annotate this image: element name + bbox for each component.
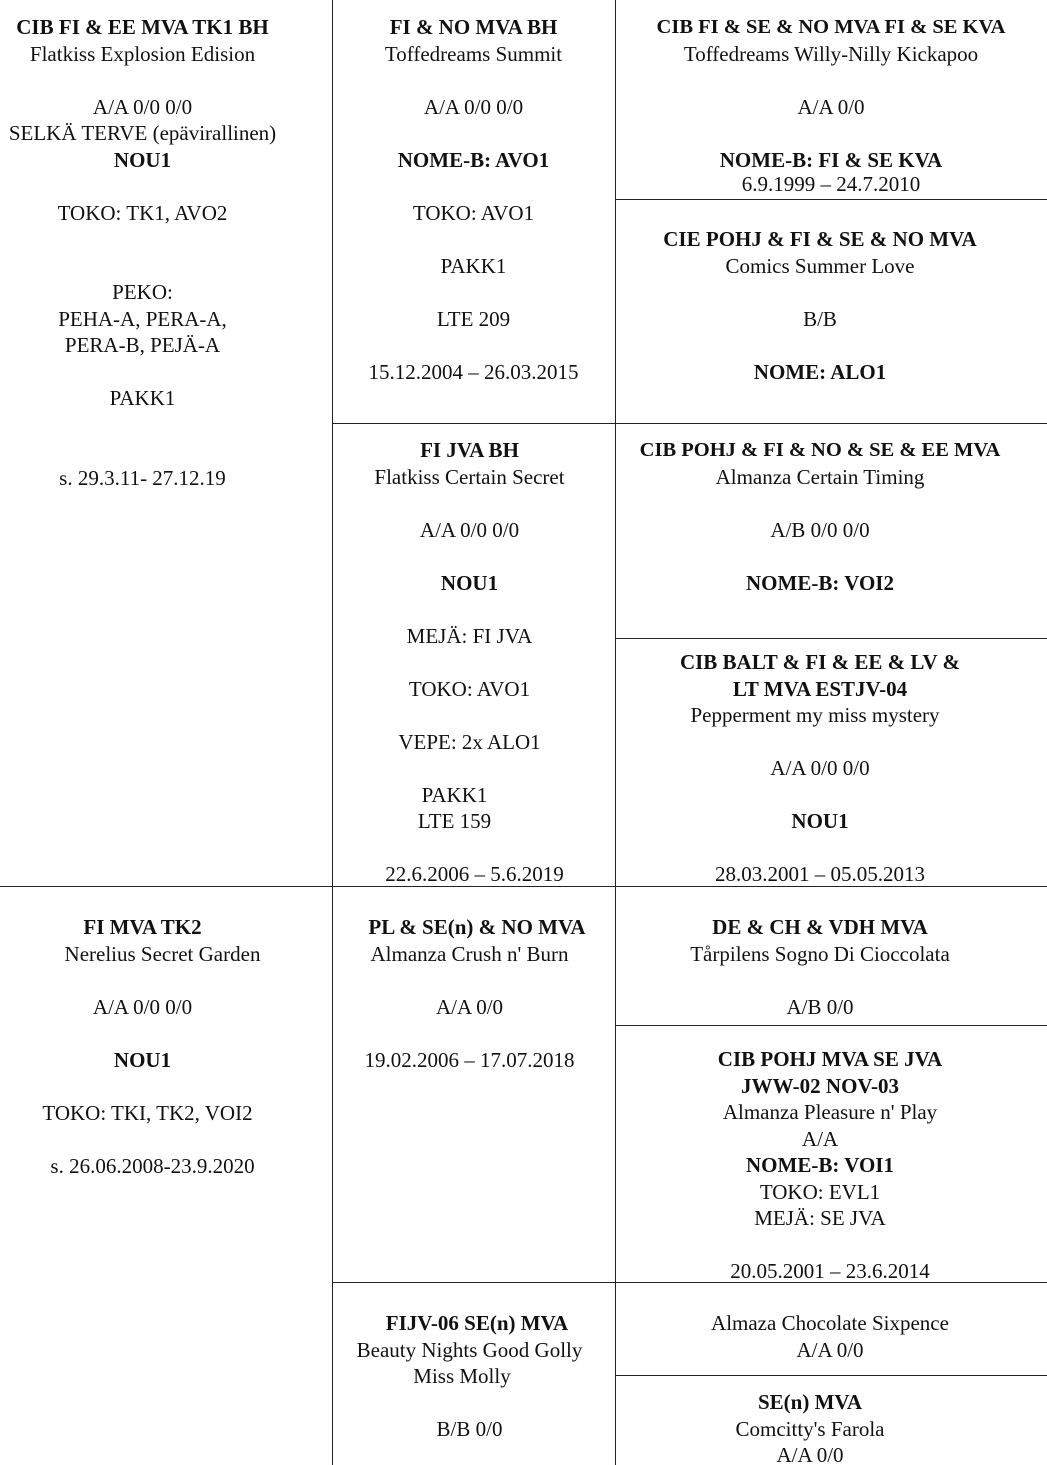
spacer: [332, 226, 615, 253]
spacer: [332, 543, 607, 570]
divider-col3-c: [615, 1025, 1047, 1026]
sire-sire-sire-name: Toffedreams Willy-Nilly Kickapoo: [683, 41, 979, 66]
sire-pakk: PAKK1: [109, 386, 176, 410]
sire-dam-title: FI JVA BH: [420, 438, 519, 462]
spacer: [0, 359, 285, 386]
dam-sire-dam-name: Almanza Pleasure n' Play: [722, 1100, 938, 1124]
dam-sire-sire-cell: [615, 914, 1025, 1020]
dam-dam-sire-cell: [615, 1310, 1045, 1363]
spacer: [615, 490, 1025, 517]
sire-sire-dam-title: CIE POHJ & FI & SE & NO MVA: [663, 227, 977, 251]
sire-sire-lte: LTE 209: [436, 306, 511, 331]
sire-dam-name: Flatkiss Certain Secret: [374, 464, 565, 489]
sire-sire-cell: [332, 14, 615, 385]
dam-dam-dam-title: SE(n) MVA: [757, 1390, 863, 1414]
sire-dam-vepe: VEPE: 2x ALO1: [398, 729, 541, 754]
spacer: [332, 1390, 607, 1417]
spacer: [332, 279, 615, 306]
spacer: [332, 702, 607, 729]
dam-dam-cell: [332, 1310, 607, 1443]
spacer: [332, 120, 615, 147]
sire-dam-dam-cell: [615, 649, 1025, 888]
sire-peko-line2: PERA-B, PEJÄ-A: [64, 333, 221, 357]
sire-dam-dam-name: Pepperment my miss mystery: [690, 703, 940, 727]
spacer: [332, 967, 607, 994]
sire-dam-lte: LTE 159: [417, 809, 492, 833]
sire-dam-trial: NOU1: [440, 570, 499, 595]
sire-sire-sire-cell: [615, 14, 1047, 195]
dam-sire-dam-eyes: A/A: [801, 1126, 839, 1151]
spacer: [332, 1020, 607, 1047]
sire-toko: TOKO: TK1, AVO2: [57, 200, 228, 225]
divider-col3-d: [615, 1375, 1047, 1376]
sire-dam-meja: MEJÄ: FI JVA: [406, 623, 533, 648]
sire-dam-eyes: A/A 0/0 0/0: [419, 517, 520, 542]
spacer: [332, 835, 607, 862]
sire-name: Flatkiss Explosion Edision: [29, 41, 256, 66]
sire-dam-sire-nome: NOME-B: VOI2: [746, 570, 894, 595]
sire-dam-dam-trial: NOU1: [791, 809, 849, 833]
spacer: [615, 332, 1025, 359]
dam-sire-sire-eyes: A/B 0/0: [786, 994, 854, 1019]
sire-dam-sire-cell: [615, 437, 1025, 596]
sire-sire-name: Toffedreams Summit: [384, 41, 563, 66]
divider-col3-b: [615, 638, 1047, 639]
spacer: [0, 967, 285, 994]
dam-dam-eyes: B/B 0/0: [436, 1417, 503, 1441]
sire-sire-title: FI & NO MVA BH: [389, 15, 558, 39]
sire-sire-nome: NOME-B: AVO1: [397, 147, 550, 172]
spacer: [615, 120, 1047, 147]
dam-sire-dam-dates: 20.05.2001 – 23.6.2014: [730, 1259, 930, 1283]
spacer: [615, 967, 1025, 994]
dam-sire-dam-title-line2: JWW-02 NOV-03: [740, 1073, 900, 1098]
divider-col2-upper: [332, 423, 1047, 424]
dam-dam-sire-eyes: A/A 0/0: [796, 1337, 864, 1362]
dam-sire-dam-title-line1: CIB POHJ MVA SE JVA: [717, 1047, 943, 1071]
sire-sire-pakk: PAKK1: [440, 253, 507, 278]
sire-sire-sire-title: CIB FI & SE & NO MVA FI & SE KVA: [656, 16, 1006, 38]
dam-dam-dam-name: Comcitty's Farola: [735, 1416, 885, 1441]
spacer: [332, 649, 607, 676]
sire-sire-dates: 15.12.2004 – 26.03.2015: [368, 359, 579, 384]
spacer: [615, 67, 1047, 94]
sire-cell: [0, 14, 285, 491]
dam-sire-name: Almanza Crush n' Burn: [370, 941, 569, 966]
spacer: [0, 226, 285, 253]
dam-dam-name-line1: Beauty Nights Good Golly: [356, 1337, 583, 1362]
spacer: [615, 279, 1025, 306]
dam-dates: s. 26.06.2008-23.9.2020: [50, 1153, 255, 1178]
sire-sire-toko: TOKO: AVO1: [412, 200, 535, 225]
spacer: [615, 782, 1025, 809]
divider-col3-a: [615, 199, 1047, 200]
sire-sire-sire-dates: 6.9.1999 – 24.7.2010: [741, 172, 921, 195]
sire-dam-pakk: PAKK1: [421, 782, 488, 807]
sire-dates: s. 29.3.11- 27.12.19: [59, 465, 226, 490]
spacer: [332, 490, 607, 517]
spacer: [0, 67, 285, 94]
sire-sire-sire-nome: NOME-B: FI & SE KVA: [719, 147, 943, 172]
dam-sire-sire-name: Tårpilens Sogno Di Cioccolata: [690, 941, 950, 966]
spacer: [332, 332, 615, 359]
spacer: [332, 173, 615, 200]
sire-dam-dates: 22.6.2006 – 5.6.2019: [385, 862, 564, 886]
dam-toko: TOKO: TKI, TK2, VOI2: [42, 1100, 253, 1125]
sire-dam-cell: [332, 437, 607, 888]
spacer: [0, 173, 285, 200]
dam-sire-sire-title: DE & CH & VDH MVA: [712, 915, 928, 939]
dam-sire-cell: [332, 914, 607, 1073]
dam-dam-sire-name: Almaza Chocolate Sixpence: [711, 1311, 949, 1335]
sire-sire-sire-eyes: A/A 0/0: [797, 94, 865, 119]
sire-sire-dam-eyes: B/B: [803, 306, 837, 331]
spacer: [0, 1126, 285, 1153]
dam-name: Nerelius Secret Garden: [64, 941, 261, 966]
sire-sire-dam-cell: [615, 226, 1025, 385]
sire-dam-sire-title: CIB POHJ & FI & NO & SE & EE MVA: [639, 439, 1001, 461]
spacer: [0, 438, 285, 465]
sire-dam-dam-eyes: A/A 0/0 0/0: [770, 756, 870, 780]
dam-sire-dam-cell: [615, 1046, 1025, 1285]
dam-dam-name-line2: Miss Molly: [413, 1364, 511, 1388]
sire-dam-sire-eyes: A/B 0/0 0/0: [770, 517, 870, 542]
dam-eyes: A/A 0/0 0/0: [92, 994, 193, 1019]
spacer: [615, 543, 1025, 570]
sire-dam-dam-dates: 28.03.2001 – 05.05.2013: [715, 862, 925, 886]
sire-peko-line1: PEHA-A, PERA-A,: [58, 306, 227, 331]
spacer: [332, 755, 607, 782]
dam-dam-dam-eyes: A/A 0/0: [776, 1443, 844, 1465]
sire-sire-eyes: A/A 0/0 0/0: [423, 94, 524, 119]
sire-dam-toko: TOKO: AVO1: [408, 676, 531, 701]
sire-dam-dam-title-line1: CIB BALT & FI & EE & LV &: [679, 650, 961, 674]
spacer: [0, 1073, 285, 1100]
sire-dam-dam-title-line2: LT MVA ESTJV-04: [732, 676, 908, 701]
dam-sire-dam-nome: NOME-B: VOI1: [746, 1153, 894, 1177]
spacer: [0, 1020, 285, 1047]
sire-title: CIB FI & EE MVA TK1 BH: [16, 15, 269, 39]
dam-sire-dates: 19.02.2006 – 17.07.2018: [364, 1047, 575, 1072]
spacer: [0, 412, 285, 439]
sire-sire-dam-name: Comics Summer Love: [725, 253, 915, 278]
sire-trial: NOU1: [113, 147, 172, 172]
spacer: [332, 596, 607, 623]
dam-title: FI MVA TK2: [83, 915, 202, 939]
sire-peko-label: PEKO:: [112, 280, 173, 304]
spacer: [615, 1232, 1025, 1259]
spacer: [615, 835, 1025, 862]
dam-sire-title: PL & SE(n) & NO MVA: [368, 915, 586, 939]
sire-dam-sire-name: Almanza Certain Timing: [715, 464, 925, 489]
sire-sire-dam-nome: NOME: ALO1: [753, 359, 887, 384]
dam-cell: [0, 914, 285, 1179]
dam-dam-dam-cell: [615, 1389, 1005, 1465]
dam-dam-title: FIJV-06 SE(n) MVA: [385, 1311, 569, 1335]
spacer: [0, 253, 285, 280]
dam-trial: NOU1: [113, 1047, 172, 1072]
sire-spine: SELKÄ TERVE (epävirallinen): [8, 121, 277, 145]
dam-sire-eyes: A/A 0/0: [435, 994, 504, 1019]
dam-sire-dam-meja: MEJÄ: SE JVA: [754, 1206, 886, 1230]
sire-eyes: A/A 0/0 0/0: [92, 94, 193, 119]
dam-sire-dam-toko: TOKO: EVL1: [759, 1179, 881, 1204]
spacer: [332, 67, 615, 94]
spacer: [615, 729, 1025, 756]
